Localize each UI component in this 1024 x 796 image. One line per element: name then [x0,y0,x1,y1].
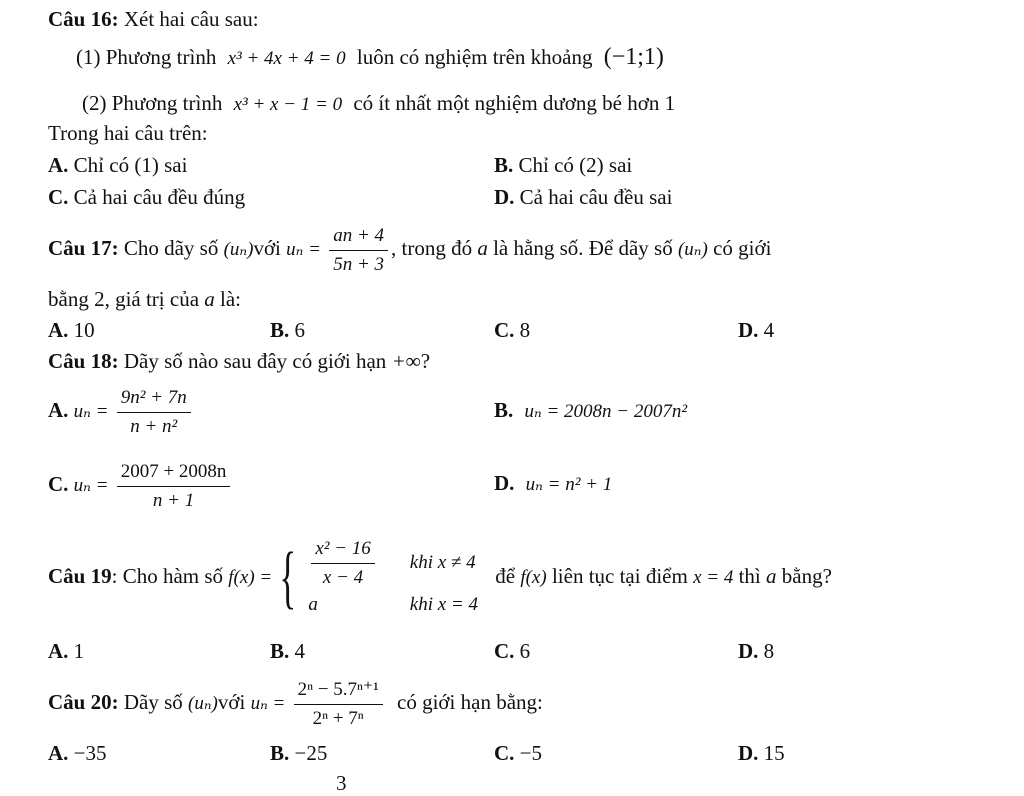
q20-option-c[interactable] [494,740,542,766]
q17-with: với [253,236,281,260]
option-text: −35 [73,741,107,765]
option-fraction [117,386,191,439]
q20-fraction [294,678,383,731]
q17-post2: là hằng số. Để dãy số [493,236,673,260]
option-expr: uₙ = n² + 1 [525,474,613,495]
option-text: 15 [763,741,785,765]
q17-post: , trong đó [391,236,473,260]
q17-line2 [48,286,241,312]
q19-option-b[interactable] [270,638,305,664]
q16-option-b[interactable] [494,152,632,178]
option-text: 1 [73,639,85,663]
option-text: −5 [519,741,543,765]
option-text: 10 [73,318,95,342]
q17-option-c[interactable] [494,317,530,343]
q18-limit: +∞ [391,349,421,373]
q16-s1-eq: x³ + 4x + 4 = 0 [227,48,346,69]
q19-post3: thì [738,564,761,588]
option-text: 8 [763,639,775,663]
q20-label: Câu 20: [48,690,119,714]
option-expr: uₙ = 2008n − 2007n² [524,401,688,422]
option-letter: C. [48,472,69,496]
q18-text: Dãy số nào sau đây có giới hạn [123,349,387,373]
option-letter: A. [48,398,69,422]
q19-post: để [495,564,516,588]
option-lhs: uₙ = [73,475,109,496]
q16-s2-pre: (2) Phương trình [82,91,223,115]
q17-label: Câu 17: [48,236,119,260]
q19-option-a[interactable] [48,638,84,664]
q16-s1-pre: (1) Phương trình [76,45,217,69]
option-letter: D. [738,639,759,663]
option-letter: D. [494,471,515,495]
q16-s2-post: có ít nhất một nghiệm dương bé hơn 1 [353,91,676,115]
option-letter: B. [270,318,290,342]
option-text: 6 [294,318,306,342]
option-letter: A. [48,741,69,765]
option-letter: B. [270,741,290,765]
q20-post: có giới hạn bằng: [397,690,543,714]
q18-option-c[interactable] [48,456,233,514]
q16-option-c[interactable] [48,184,245,210]
footer-fragment: 3 [336,771,347,795]
q19-fx2: f(x) [520,567,547,588]
option-text: Cả hai câu đều sai [519,185,673,209]
option-num: 9n² + 7n [117,386,191,413]
q17-option-b[interactable] [270,317,305,343]
q17-line2-text: bằng 2, giá trị của [48,287,200,311]
q20-option-d[interactable] [738,740,785,766]
q19-pre: : Cho hàm số [111,564,224,588]
option-text: 8 [519,318,531,342]
option-den: n + n² [130,415,178,437]
q17-post3: có giới [713,236,772,260]
q18-header [48,348,430,374]
q16-s2-eq: x³ + x − 1 = 0 [233,94,343,115]
q19-option-d[interactable] [738,638,774,664]
q17-header [48,222,771,277]
q19-header [48,526,832,628]
q20-pre: Dãy số [123,690,183,714]
option-lhs: uₙ = [73,401,109,422]
q16-statement-2 [82,90,675,118]
q19-case1-cond: khi x ≠ 4 [409,552,476,574]
q20-header [48,674,543,732]
option-letter: B. [494,398,514,422]
q16-option-a[interactable] [48,152,187,178]
q17-seq2: (uₙ) [677,239,708,260]
option-letter: B. [494,153,514,177]
q18-option-b[interactable] [494,397,687,425]
q20-un: uₙ = [250,693,286,714]
q19-option-c[interactable] [494,638,530,664]
option-letter: A. [48,639,69,663]
option-letter: A. [48,318,69,342]
q18-option-d[interactable] [494,470,612,498]
q16-option-d[interactable] [494,184,672,210]
option-letter: D. [738,318,759,342]
option-den: n + 1 [152,489,195,511]
option-letter: C. [494,741,515,765]
q17-var-a: a [477,236,488,260]
q19-case1-den: x − 4 [322,566,364,588]
q16-prompt: Trong hai câu trên: [48,121,208,145]
q19-fx: f(x) = [228,567,273,588]
q19-post2: liên tục tại điểm [551,564,688,588]
option-letter: A. [48,153,69,177]
q19-case2-cond: khi x = 4 [409,593,478,615]
q20-option-a[interactable] [48,740,107,766]
q20-seq: (uₙ) [188,693,218,714]
q19-post4: bằng? [781,564,832,588]
option-num: 2007 + 2008n [117,460,231,487]
option-letter: D. [738,741,759,765]
q18-option-a[interactable] [48,382,194,440]
option-text: 4 [294,639,306,663]
q19-cases [302,537,484,620]
q18-label: Câu 18: [48,349,119,373]
option-text: Chỉ có (2) sai [518,153,633,177]
q17-num: an + 4 [329,224,388,251]
q16-label: Câu 16: [48,7,119,31]
option-letter: C. [48,185,69,209]
q16-intro: Xét hai câu sau: [123,7,259,31]
q17-un: uₙ = [286,239,321,260]
q19-label: Câu 19 [48,564,112,588]
q16-statement-1 [76,44,664,72]
left-brace-icon: { [279,539,297,617]
q17-den: 5n + 3 [333,253,385,275]
option-letter: B. [270,639,290,663]
option-fraction [117,460,231,513]
q20-den: 2ⁿ + 7ⁿ [312,707,364,729]
q20-option-b[interactable] [270,740,327,766]
q19-case2-val: a [308,593,318,615]
q17-var-a2: a [204,287,215,311]
q19-point: x = 4 [693,567,734,588]
q19-var-a: a [766,564,777,588]
option-text: Cả hai câu đều đúng [73,185,246,209]
option-letter: C. [494,639,515,663]
option-letter: C. [494,318,515,342]
q16-s1-interval: (−1;1) [603,44,664,70]
q17-fraction [329,224,388,277]
q20-with: với [217,690,246,714]
q17-seq: (uₙ) [223,239,254,260]
q17-pre: Cho dãy số [123,236,219,260]
q17-option-a[interactable] [48,317,95,343]
option-text: −25 [294,741,328,765]
option-text: 4 [763,318,775,342]
q19-case1-num: x² − 16 [311,537,374,564]
option-letter: D. [494,185,515,209]
q18-qmark: ? [420,349,431,373]
option-text: Chỉ có (1) sai [73,153,188,177]
q17-option-d[interactable] [738,317,774,343]
q17-line2-end: là: [220,287,242,311]
option-text: 6 [519,639,531,663]
q20-num: 2ⁿ − 5.7ⁿ⁺¹ [294,678,383,705]
q16-header [48,6,259,32]
q16-s1-post: luôn có nghiệm trên khoảng [356,45,593,69]
